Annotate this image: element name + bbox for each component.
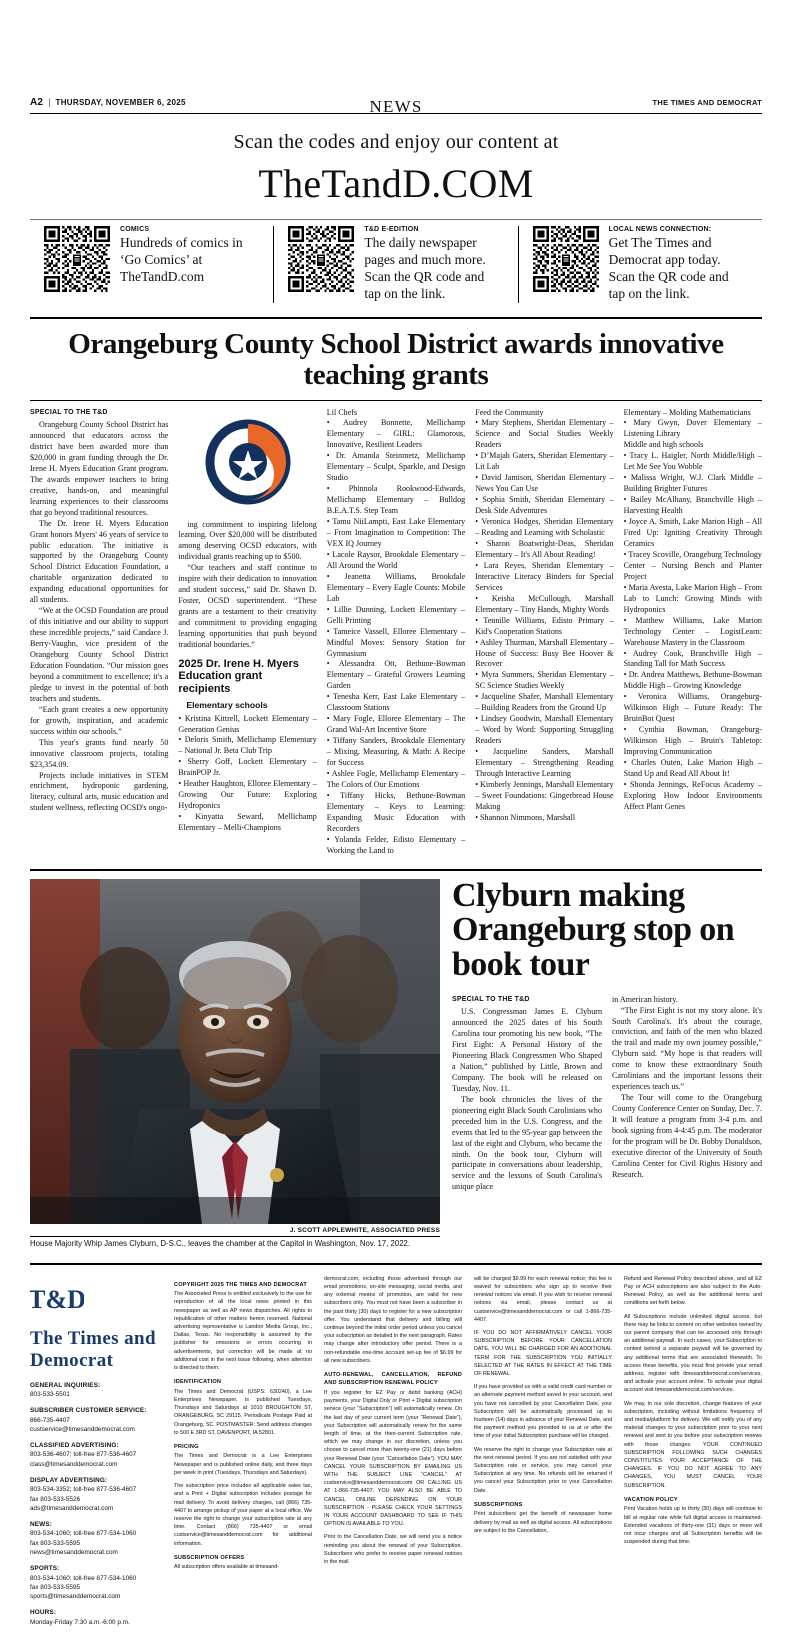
grant-list-item: • Mary Stephens, Sheridan Elementary – Science and Social Studies Weekly Readers: [475, 418, 614, 450]
qr-label-comics: COMICS: [120, 226, 150, 233]
qr-body-comics: Hundreds of comics in ‘Go Comics’ at TheTandD.com: [120, 235, 243, 284]
grant-list-item: • Tiffany Hicks, Bethune-Bowman Elementary – Keys to Learning: Expanding Music Education with Recorders: [326, 790, 466, 833]
contact-head: NEWS:: [30, 1521, 53, 1529]
grant-para: Orangeburg County School District has announced that educators across the district have been awarded more than $20,000 in grant funding through the Dr. Irene H. Myers Education Grant program. The awards empower teachers to bring creative, hands-on, and meaningful learning experiences to their classrooms that go beyond traditional resources.: [30, 420, 169, 517]
promo-block: [30, 114, 762, 207]
tnd-monogram-icon: [30, 1275, 84, 1319]
grant-list-item: • Shannon Nimmons, Marshall: [475, 812, 576, 822]
photo-caption: House Majority Whip James Clyburn, D-S.C., leaves the chamber at the Capitol in Washington, Nov. 17, 2022.: [30, 1236, 440, 1249]
legal-para: will be charged $9.99 for each renewal notice; this fee is waived for subscribers who sign up to receive their renewal notices via email. If you wish to receive renewal notices via email, please contact us at custservice@timesanddemocrat.com or call 1-866-735-4407.: [474, 1275, 612, 1323]
legal-column-5: [624, 1275, 762, 1627]
svg-text:T&D: T&D: [30, 1284, 84, 1314]
contact-line: 803-533-5501: [30, 1391, 70, 1399]
clyburn-para: The book chronicles the lives of the pioneering eight Black South Carolinians who preceded him in the U.S. Congress, and the events that led to the 95-year gap between the last of the eight and Clyburn, who became the ninth. On the book tour, Clyburn will participate in conversations about leadership, service and the lessons of South Carolina's unique place: [452, 1094, 602, 1192]
contact-line: fax 803-533-5526: [30, 1495, 81, 1503]
grant-list-item: • Jeanetta Williams, Brookdale Elementary – Every Eagle Counts: Mobile Lab: [326, 571, 466, 603]
qr-cell-comics[interactable]: [30, 226, 273, 303]
legal-para: IF YOU DO NOT AFFIRMATIVELY CANCEL YOUR SUBSCRIPTION BEFORE YOUR CANCELLATION DATE, YOU WILL BE CHARGED FOR AN ADDITIONAL TERM FOR THE SUBSCRIPTION YOU INITIALLY SELECTED AT THE RATES IN EFFECT AT THE TIME OF RENEWAL.: [474, 1329, 612, 1377]
grant-list-item: • Mary Fogle, Elloree Elementary – The Grand Wal-Art Incentive Store: [326, 714, 466, 735]
contact-line[interactable]: class@timesanddemocrat.com: [30, 1460, 118, 1468]
legal-head: COPYRIGHT 2025 THE TIMES AND DEMOCRAT: [174, 1281, 307, 1288]
grant-list-item: • Tracey Scoville, Orangeburg Technology Center – Nursing Bench and Planter Project: [623, 549, 762, 581]
grant-story-headline: Orangeburg County School District awards innovative teaching grants: [68, 327, 724, 391]
grant-list-item: • Lillie Dunning, Lockett Elementary – Gelli Printing: [326, 604, 466, 625]
qr-body-app: Get The Times and Democrat app today. Scan the QR code and tap on the link.: [608, 235, 729, 301]
grant-column-5: [624, 408, 762, 857]
grant-list-item: • Veronica Hodges, Sheridan Elementary – Reading and Learning with Scholastic: [475, 517, 614, 538]
grant-para: Projects include initiatives in STEM enrichment, hydroponic gardening, literacy, cultural arts, music education and student wellness, reflecting OCSD's ongo-: [30, 770, 169, 813]
legal-para: If you have provided us with a valid credit card number or an alternate payment method saved in your account, and you have not cancelled by your Cancellation Date, your Subscription will be automatically processed up to fourteen (14) days in advance of your Renewal Date, and the payment method you provided to us at or after the time of your initial Subscription purchase will be charged.: [474, 1384, 612, 1440]
grant-para: “Each grant creates a new opportunity for growth, inspiration, and academic success within our schools.”: [30, 704, 169, 736]
qr-code-app-icon[interactable]: [533, 226, 599, 292]
grant-list-item: • Lindsey Goodwin, Marshall Elementary – Word by Word: Supporting Struggling Readers: [475, 714, 614, 746]
clyburn-para: U.S. Congressman James E. Clyburn announced the 2025 dates of his South Carolina tour promoting his new book, “The First Eight: A Personal History of the Pioneering Black Congressmen Who Shaped a Nation,” published by Little, Brown and Company. The book will be released on Tuesday, Nov. 11.: [452, 1007, 602, 1093]
grant-list-item: • Cynthia Bowman, Orangeburg-Wilkinson High – Bruin's Tabletop: Improving Communication: [623, 725, 762, 757]
grant-list-item: • Dr. Amanda Steinmetz, Mellichamp Elementary – Sculpt, Sparkle, and Design Studio: [326, 451, 466, 483]
grant-list-item: • Phinnola Rookwood-Edwards, Mellichamp Elementary – Bulldog B.E.A.T.S. Step Team: [326, 484, 466, 516]
clyburn-photo-image: [30, 879, 440, 1224]
contact-head: DISPLAY ADVERTISING:: [30, 1476, 108, 1484]
legal-para: All Subscriptions include unlimited digital access, but there may be links to content on other websites owned by our parent company that can be accessed only through an additional paywall. In such cases, your Subscription to content behind a separate paywall will be governed by any additional terms that are associated therewith. To access these benefits, you must first provide your email address, register with timesanddemocrat.com/services, and activate your account online. To activate your digital account visit timesanddemocrat.com/services.: [624, 1313, 762, 1394]
clyburn-photo: [30, 879, 440, 1224]
legal-para: The Times and Democrat (USPS: 630240), a Lee Enterprises Newspaper, is published Tuesdays, Thursdays and Saturdays at 1010 BROUGHTON ST, ORANGEBURG, SC 29115. Periodicals Postage Paid at Orangeburg, SC. POSTMASTER: Send address changes to 500 E 3RD ST, DAVENPORT, IA 52801.: [174, 1388, 312, 1436]
grant-list-item: • Charles Outen, Lake Marion High – Stand Up and Read All About It!: [623, 758, 762, 778]
grant-list-item: • Sharon Boatwright-Deas, Sheridan Elementary – It's All About Reading!: [475, 538, 614, 559]
contact-line: 803-536-4607; toll-free 877-536-4607: [30, 1451, 137, 1459]
grant-list-item: Lil Chefs: [326, 407, 358, 417]
grant-para: “Our teachers and staff continue to inspire with their dedication to innovation and student success,” said Dr. Shawn D. Foster, OCSD superintendent. “These grants are a testament to their creativity and commitment to providing engaging learning opportunities that push beyond traditional boundaries.”: [178, 563, 317, 650]
grant-para: The Dr. Irene H. Myers Education Grant honors Myers' 46 years of service to public education. The initiative is supported by the Orangeburg County School District Education Foundation, a charitable organization dedicated to expanding educational opportunities for all students.: [30, 518, 169, 605]
qr-cell-eedition[interactable]: [273, 226, 517, 303]
grant-list-item: • Tracy L. Haigler, North Middle/High – Let Me See You Wobble: [623, 451, 762, 472]
legal-para: We reserve the right to change your Subscription rate at the next renewal period. If you are not satisfied with your Subscription rate or service, you may cancel your Subscription at any time. No refunds will be returned if you cancel your Subscription prior to your Cancellation Date.: [474, 1446, 612, 1494]
grant-list-item: • Kimberly Jennings, Marshall Elementary – Sweet Foundations: Gingerbread House Making: [475, 779, 614, 811]
legal-head: SUBSCRIPTIONS: [474, 1501, 523, 1508]
promo-kicker: Scan the codes and enjoy our content at: [233, 131, 559, 153]
paper-name: THE TIMES AND DEMOCRAT: [652, 98, 762, 107]
qr-code-comics-icon[interactable]: [44, 226, 110, 292]
grant-list-item: • Audrey Bonnette, Mellichamp Elementary – GIRL: Glamorous, Innovative, Resilient Leaders: [326, 418, 466, 450]
qr-text-comics: [120, 226, 259, 286]
grant-list-item: • David Jamison, Sheridan Elementary – News You Can Use: [475, 473, 614, 494]
grant-column-2: [178, 408, 316, 857]
contact-line[interactable]: news@timesanddemocrat.com: [30, 1548, 118, 1556]
clyburn-column-1: [452, 995, 602, 1194]
promo-domain: TheTandD.COM: [258, 161, 534, 206]
grant-kicker: SPECIAL TO THE T&D: [30, 408, 108, 416]
clyburn-kicker: SPECIAL TO THE T&D: [452, 995, 530, 1003]
legal-para: democrat.com, including those advertised through our email promotions, on-site messaging, social media, and any external means of promotion, are valid for new subscribers only. You must not have been a subscriber in the past thirty (30) days to register for a new subscription offer. You understand that delivery and billing will continue beyond the initial order period unless you cancel your subscription as detailed in the next paragraph. Rates may change after introductory offer period. There is a non-refundable one-time account set-up fee of $6.99 for all new subscribers.: [324, 1275, 462, 1364]
grant-list-item: Feed the Community: [475, 407, 544, 417]
clyburn-text-block: [452, 876, 762, 1249]
grant-list-item: • Lara Reyes, Sheridan Elementary – Interactive Literacy Binders for Special Services: [475, 560, 614, 592]
grant-list-item: • Kristina Kittrell, Lockett Elementary – Generation Genius: [178, 713, 317, 734]
folio-separator: |: [48, 97, 51, 107]
qr-text-eedition: [364, 226, 503, 303]
grant-list-item: • Kinyatta Seward, Mellichamp Elementary – Melli-Champions: [178, 812, 317, 833]
grant-list-item: • Tenesha Kerr, East Lake Elementary – Classroom Stations: [326, 692, 466, 713]
grant-list-item: • Matthew Williams, Lake Marion Technology Center – LogistLearn: Warehouse Mastery in the Classroom: [623, 615, 762, 647]
page-number: A2: [30, 97, 44, 108]
grant-column-4: [475, 408, 613, 857]
grant-list-item: • Jacqueline Shafer, Marshall Elementary – Building Readers from the Ground Up: [475, 692, 614, 713]
legal-para: Print subscribers get the benefit of newspaper home delivery by mail as well as digital access. All subscriptions are subject to the Cancellation,: [474, 1511, 612, 1534]
clyburn-column-2: [612, 995, 762, 1194]
legal-para: The Times and Democrat is a Lee Enterprises Newspaper and is published online daily, and three days per week in print (Tuesdays, Thursdays and Saturdays).: [174, 1453, 312, 1476]
grant-list-item: • Myra Summers, Sheridan Elementary – SC Science Studies Weekly: [475, 670, 614, 691]
contact-line[interactable]: ads@timesanddemocrat.com: [30, 1504, 114, 1512]
section-title: NEWS: [369, 97, 423, 116]
contact-line: 866-735-4407: [30, 1416, 70, 1424]
grant-list-item: • Tennille Williams, Edisto Primary – Kid's Cooperation Stations: [475, 615, 614, 636]
legal-head: AUTO-RENEWAL, CANCELLATION, REFUND AND SUBSCRIPTION RENEWAL POLICY: [324, 1371, 462, 1387]
grant-column-3: [327, 408, 465, 857]
legal-para: Print Vacation holds up to thirty (30) days will continue to bill at regular rate while full digital access is maintained. Extended vacations of thirty-one (31) days or more will not incur charges and all Subscription benefits will be suspended during that time.: [624, 1506, 762, 1546]
qr-row: [30, 220, 762, 315]
grant-list-item: • Sophia Smith, Sheridan Elementary – Desk Side Adventures: [475, 495, 614, 516]
clyburn-para: The Tour will come to the Orangeburg County Conference Center on Sunday, Dec. 7. It will feature a program from 3-4 p.m. and book signing from 4-4:45 p.m. The moderator for the program will be Dr. Bobby Donaldson, executive director of the University of South Carolina Center for Civil Rights History and Research.: [612, 1093, 762, 1179]
grant-list-item: • Heather Haughton, Elloree Elementary – Growing Our Future: Exploring Hydroponics: [178, 779, 317, 811]
contact-head: GENERAL INQUIRIES:: [30, 1381, 101, 1389]
clyburn-story: [30, 869, 762, 1249]
legal-para: The Associated Press is entitled exclusively to the use for reproduction of all the local news printed in this newspaper as well as AP news dispatches. All rights to republication of other matters herein reserved. National advertising representative is Landon Media Group, Inc., Dallas, Texas. No responsibility is assumed by the publisher for omissions or errors occurring in advertisements, but correction will be made at no additional cost in the next issue following, when attention is directed to them.: [174, 1291, 312, 1372]
contact-line[interactable]: sports@timesanddemocrat.com: [30, 1593, 121, 1601]
clyburn-para: in American history.: [612, 994, 678, 1004]
grant-para: This year's grants fund nearly 50 innovative classroom projects, totaling $23,354.09.: [30, 737, 169, 769]
contact-head: HOURS:: [30, 1609, 57, 1617]
contact-list: [30, 1381, 162, 1627]
grant-list-item: • Ashley Thurman, Marshall Elementary – House of Success: Busy Bee Hoover & Recover: [475, 637, 614, 669]
grant-list-item: • Tamu NiiLampti, East Lake Elementary – From Imagination to Competition: The VEX IQ Journey: [326, 517, 466, 548]
legal-column-2: [174, 1275, 312, 1627]
clyburn-columns: [452, 995, 762, 1194]
grant-list-item: Elementary – Molding Mathematicians: [623, 407, 751, 417]
contact-line: fax 803-533-5595: [30, 1539, 81, 1547]
legal-head: PRICING: [174, 1443, 199, 1450]
contact-line[interactable]: custservice@timesanddemocrat.com: [30, 1425, 135, 1433]
grant-list-item: • Tiffany Sanders, Brookdale Elementary – Mixing, Measuring, & Math: A Recipe for Success: [326, 736, 466, 768]
folio-date: THURSDAY, NOVEMBER 6, 2025: [55, 98, 186, 107]
grant-list-item: • Joyce A. Smith, Lake Marion High – All Fired Up: Igniting Creativity Through Ceramics: [623, 517, 762, 548]
grant-list-item: • Lacole Raysor, Brookdale Elementary – All Around the World: [326, 549, 466, 570]
folio-left: [30, 97, 186, 108]
ocsd-logo-icon: [196, 412, 300, 512]
grant-list-item: • Deloris Smith, Mellichamp Elementary – National Jr. Beta Club Trip: [178, 735, 317, 756]
legal-para: All subscription offers available at timesand-: [174, 1564, 280, 1571]
grant-elementary-subhead: Elementary schools: [186, 699, 268, 710]
grant-list-item: • Keisha McCullough, Marshall Elementary – Tiny Hands, Mighty Words: [475, 593, 614, 614]
footer-contact-column: [30, 1275, 162, 1627]
clyburn-headline: Clyburn making Orangeburg stop on book tour: [452, 876, 735, 983]
qr-cell-app[interactable]: [518, 226, 762, 303]
grant-list-item: • Alessandra Ott, Bethune-Bowman Elementary – Grateful Growers Learning Garden: [326, 659, 466, 691]
contact-line: Monday-Friday 7:30 a.m.-6:00 p.m.: [30, 1618, 130, 1626]
ocsd-logo: [178, 408, 316, 516]
grant-list-item: • Maria Avesta, Lake Marion High – From Lab to Lunch: Growing Minds with Hydroponics: [623, 582, 762, 614]
legal-head: SUBSCRIPTION OFFERS: [174, 1554, 245, 1561]
legal-para: Refund and Renewal Policy described above, and all EZ Pay or ACH subscriptions are also subject to the Auto-Renewal Policy, as well as the additional terms and conditions set forth below.: [624, 1275, 762, 1307]
grant-list-item: • Audrey Cook, Branchville High – Standing Tall for Math Success: [623, 648, 762, 669]
grant-list-item: • Dr. Andrea Matthews, Bethune-Bowman Middle High – Growing Knowledge: [623, 670, 762, 691]
grant-list-item: • Jacqueline Sanders, Marshall Elementary – Strengthening Reading Through Interactive Learning: [475, 747, 614, 778]
contact-line: 803-534-3352; toll-free 877-536-4607: [30, 1486, 137, 1494]
folio-bar: [30, 0, 762, 116]
grant-column-1: [30, 408, 168, 857]
clyburn-para: “The First Eight is not my story alone. It's South Carolina's. It's about the courage, conviction, and faith of the men who blazed the trail and made my own journey possible,” Clyburn said. “My hope is that readers will come to know these extraordinary South Carolinians and the important lessons their experiences teach us.”: [612, 1005, 762, 1092]
contact-line: fax 803-533-5595: [30, 1583, 81, 1591]
legal-column-4: [474, 1275, 612, 1627]
contact-line: 803-534-1060; toll-free 877-534-1060: [30, 1530, 137, 1538]
grant-list-item: • D’Majah Gaters, Sheridan Elementary – Lit Lab: [475, 451, 614, 472]
qr-body-eedition: The daily newspaper pages and much more. Scan the QR code and tap on the link.: [364, 235, 486, 301]
grant-list-item: • Tameice Vassell, Elloree Elementary – Mindful Moves: Sensory Station for Gymnasium: [326, 626, 466, 658]
grant-subhead-middle-high: Middle and high schools: [623, 440, 704, 450]
photo-credit: J. SCOTT APPLEWHITE, ASSOCIATED PRESS: [289, 1226, 440, 1234]
legal-head: IDENTIFICATION: [174, 1379, 222, 1386]
grant-para: “We at the OCSD Foundation are proud of this initiative and our ability to support these incredible projects,” said Candace J. Berry-Vaughn, vice president of the Orangeburg County School District Education Foundation. “Our mission goes beyond a commitment to excellence; it's a pledge to invest in the potential of both teachers and students.: [30, 606, 169, 703]
grant-list-item: • Bailey McAlhany, Branchville High – Harvesting Health: [623, 495, 762, 516]
qr-label-app: LOCAL NEWS CONNECTION:: [608, 226, 712, 233]
footer-legal-block: [30, 1263, 762, 1627]
grant-list-item: • Shonda Jennings, ReFocus Academy – Exploring How Indoor Environments Affect Plant Genes: [623, 779, 762, 811]
contact-head: SPORTS:: [30, 1565, 60, 1573]
legal-para: We may, in our sole discretion, change features of your subscription, including without limitations frequency of and media/platform for delivery. We will notify you of any material changes to your subscription prior to your next renewal and sent to you before your subscription renews with those changes. YOUR CONTINUED SUBSCRIPTION FOLLOWING SUCH CHANGES CONSTITUTES YOUR ACCEPTANCE OF THE CHANGES. IF YOU DO NOT AGREE TO ANY CHANGES, YOU MUST CANCEL YOUR SUBSCRIPTION.: [624, 1400, 762, 1489]
grant-list-item: • Ashlee Fogle, Mellichamp Elementary – The Colors of Our Emotions: [326, 768, 466, 789]
grant-recipients-subhead: 2025 Dr. Irene H. Myers Education grant recipients: [178, 657, 299, 695]
grant-list-item: • Mary Gwyn, Dover Elementary – Listening Library: [623, 418, 762, 439]
grant-list-item: • Veronica Williams, Orangeburg-Wilkinson High – Future Ready: The BruinBot Quest: [623, 692, 762, 724]
contact-head: CLASSIFIED ADVERTISING:: [30, 1442, 119, 1450]
grant-list-item: • Yolanda Felder, Edisto Elementary – Working the Land to: [326, 834, 466, 855]
qr-text-app: [609, 226, 748, 303]
legal-para: Prior to the Cancellation Date, we will send you a notice reminding you about the renewal of your Subscription. Subscribers who prefer to receive paper renewal notices in the mail: [324, 1534, 462, 1566]
grant-story-columns: [30, 400, 762, 857]
contact-head: SUBSCRIBER CUSTOMER SERVICE:: [30, 1407, 147, 1415]
legal-para: If you register for EZ Pay or debit banking (ACH) payments, your Digital Only or Print + Digital subscription service (your “Subscription”) will automatically renew. On the last day of your current term (your “Renewal Date”), your Subscription will automatically renew for the same length of time, at the then-current Subscription rate, which we may change in our discretion, unless you choose to cancel more than twenty-one (21) days before your Renewal Date (your “Cancellation Date”). YOU MAY CANCEL YOUR SUBSCRIPTION BY EMAILING US WITH THE SUBJECT LINE “CANCEL” AT custservice@timesanddemocrat.com OR CALLING US AT 1-866-735-4407. YOU MAY ALSO BE ABLE TO CANCEL ONLINE DEPENDING ON YOUR SUBSCRIPTION - PLEASE CHECK YOUR SETTINGS IN YOUR ACCOUNT DASHBOARD TO SEE IF THIS OPTION IS AVAILABLE TO YOU.: [324, 1389, 462, 1528]
grant-para: ing commitment to inspiring lifelong learning. Over $20,000 will be distributed among deserving OCSD educators, with individual grants reaching up to $500.: [178, 519, 317, 562]
clyburn-photo-block: [30, 879, 440, 1249]
grant-list-item: • Malissa Wright, W.J. Clark Middle – Building Brighter Futures: [623, 473, 762, 494]
contact-line: 803-534-1060; toll-free 877-534-1060: [30, 1574, 137, 1582]
grant-list-item: • Sherry Goff, Lockett Elementary – BrainPOP Jr.: [178, 757, 317, 778]
legal-column-3: [324, 1275, 462, 1627]
qr-label-eedition: T&D E-EDITION: [364, 226, 419, 233]
qr-code-eedition-icon[interactable]: [288, 226, 354, 292]
legal-head: VACATION POLICY: [624, 1496, 678, 1503]
legal-para: The subscription price includes all applicable sales tax, and a Print + Digital subscription includes postage for mail delivery. To avoid delivery charges, call (866) 735-4407 to arrange pickup of your paper at a local office. We reserve the right to change your subscription rate at any time. Contact (866) 735-4407 or email custservice@timesanddemocrat.com for additional information.: [174, 1483, 312, 1547]
tnd-logo-text: The Times and Democrat: [30, 1327, 156, 1371]
